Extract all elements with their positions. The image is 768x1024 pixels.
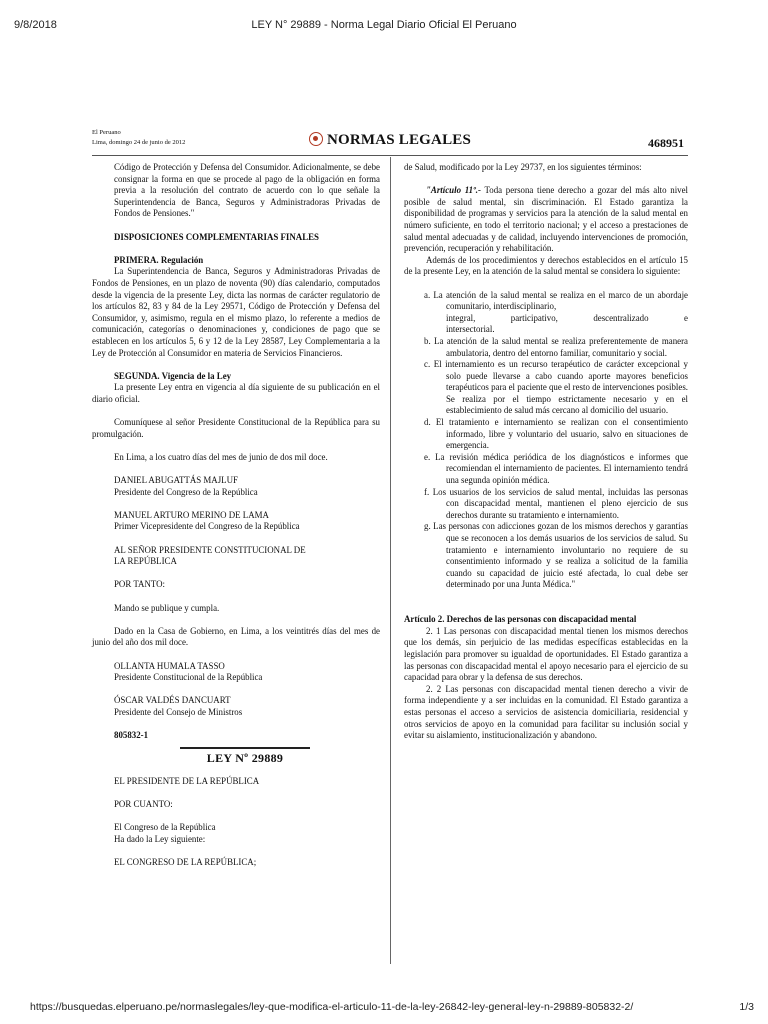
section-title (92, 132, 688, 149)
list-item: a. La atención de la salud mental se realiza en el marco de un abordaje comunitario, interdisciplinario, (424, 289, 688, 312)
list-item: c. El internamiento es un recurso terapéutico de carácter excepcional y solo puede llevarse a cabo cuando aporte mayores beneficios terapéuticos para el paciente que el resto de intervenciones posibles. Se realiza por el tiempo estrictamente necesario y en el establecimiento de salud más cercano al domicilio del usuario. (424, 359, 688, 416)
paragraph: El Congreso de la República (114, 822, 216, 833)
paragraph: Comuníquese al señor Presidente Constitucional de la República para su promulgación. (92, 417, 380, 439)
list-item: e. La revisión médica periódica de los diagnósticos e informes que recomiendan el internamiento de pacientes. El internamiento tendrá una segunda opinión médica. (424, 451, 688, 486)
seal-icon (309, 132, 323, 146)
paragraph: 2. 1 Las personas con discapacidad mental tienen los mismos derechos que los demás, sin perjuicio de las medidas específicas establecidas en la legislación para promover su igualdad de oportunidades. El Estado garantiza a las personas con discapacidad mental el apoyo necesario para el ejercicio de su capacidad para obrar y la defensa de sus derechos. (404, 625, 688, 683)
list-item: d. El tratamiento e internamiento se realizan con el consentimiento informado, libre y voluntario del usuario, salvo en situaciones de emergencia. (424, 417, 688, 451)
law-title: LEY Nº 29889 (180, 747, 310, 765)
document-code: 805832-1 (114, 730, 149, 741)
word: e (684, 312, 688, 323)
paragraph: La Superintendencia de Banca, Seguros y Administradoras Privadas de Fondos de Pensiones, en un plazo de noventa (90) días calendario, computados desde la vigencia de la presente Ley, dicta las normas de carácter regulatorio de los artículos 82, 83 y 84 de la Ley 29571, Código de Protección y Defensa del Consumidor, y, asimismo, regula en el mismo plazo, lo referente a medios de comunicación, categorías o denominaciones y, condiciones de pago que se establecen en los artículos 5, 6 y 12 de la Ley 28587, Ley Complementaria a la Ley de Protección al Consumidor en materia de Servicios Financieros. (92, 266, 380, 358)
paragraph: POR CUANTO: (114, 799, 173, 810)
page-number: 468951 (648, 136, 684, 150)
article-11 (404, 185, 688, 255)
print-header (0, 0, 768, 40)
paragraph: Dado en la Casa de Gobierno, en Lima, a los veintitrés días del mes de junio del año dos mil doce. (92, 625, 380, 648)
paragraph: Ha dado la Ley siguiente: (114, 833, 206, 844)
word: participativo, (510, 312, 558, 323)
paragraph: EL CONGRESO DE LA REPÚBLICA; (114, 857, 257, 868)
por-tanto: POR TANTO: (114, 579, 165, 590)
right-column (404, 162, 688, 742)
signature-name: OLLANTA HUMALA TASSO (114, 660, 225, 671)
paragraph: La presente Ley entra en vigencia al día siguiente de su publicación en el diario oficial. (92, 382, 380, 404)
list-item: f. Los usuarios de los servicios de salud mental, incluidas las personas con discapacidad mental, mantienen el pleno ejercicio de sus derechos durante su tratamiento e internamiento. (424, 486, 688, 520)
section-label: NORMAS LEGALES (326, 132, 472, 148)
subheading: SEGUNDA. Vigencia de la Ley (114, 370, 232, 381)
signature-name: DANIEL ABUGATTÁS MAJLUF (114, 475, 238, 486)
list-item: g. Las personas con adicciones gozan de los mismos derechos y garantías que se reconocen a los demás usuarios de los servicios de salud. Su tratamiento e internamiento involuntario no requiere de su consentimiento informado y se realiza a solicitud de la familia cuando su capacidad de juicio esté afectada, lo cual debe ser determinado por una Junta Médica." (424, 521, 688, 590)
gazette-header (92, 128, 688, 154)
print-page-count: 1/3 (739, 1001, 754, 1013)
list-item: b. La atención de la salud mental se realiza preferentemente de manera ambulatoria, dentro del entorno familiar, comunitario y social. (424, 335, 688, 358)
print-footer (0, 996, 768, 1024)
paragraph: de Salud, modificado por la Ley 29737, en los siguientes términos: (404, 162, 642, 172)
paragraph: Además de los procedimientos y derechos establecidos en el artículo 15 de la presente Ley, en la atención de la salud mental se considera lo siguiente: (404, 254, 688, 277)
word: descentralizado (593, 312, 649, 323)
paragraph: En Lima, a los cuatro días del mes de junio de dos mil doce. (114, 451, 328, 462)
print-url: https://busquedas.elperuano.pe/normaslegales/ley-que-modifica-el-articulo-11-de-la-ley-26842-ley-general-ley-n-29889-805832-2/ (30, 1001, 634, 1013)
signature-name: ÓSCAR VALDÉS DANCUART (114, 695, 231, 706)
paragraph: Mando se publique y cumpla. (114, 602, 220, 613)
issue-date: Lima, domingo 24 de junio de 2012 (92, 139, 186, 146)
signature-role: Presidente Constitucional de la República (114, 672, 263, 683)
print-date: 9/8/2018 (14, 19, 57, 31)
header-rule (92, 155, 688, 156)
article-label: "Artículo 11º.- (426, 185, 481, 196)
print-page-title: LEY N° 29889 - Norma Legal Diario Oficial El Peruano (251, 19, 517, 31)
list-item-justified-line (404, 313, 688, 325)
signature-role: Presidente del Congreso de la República (114, 486, 258, 497)
column-divider (390, 157, 391, 964)
addressee: LA REPÚBLICA (114, 556, 177, 567)
subheading: PRIMERA. Regulación (114, 254, 204, 265)
paper-name: El Peruano (92, 129, 121, 136)
article-text: Toda persona tiene derecho a gozar del más alto nivel posible de salud mental, sin discriminación. El Estado garantiza la disponibilidad de programas y servicios para la atención de la salud mental en número suficiente, en todo el territorio nacional; y el acceso a prestaciones de salud mental adecuadas y de calidad, incluyendo intervenciones de promoción, prevención, recuperación y rehabilitación. (404, 185, 689, 254)
signature-role: Presidente del Consejo de Ministros (114, 706, 243, 717)
article-heading: Artículo 2. Derechos de las personas con discapacidad mental (404, 614, 637, 625)
addressee: AL SEÑOR PRESIDENTE CONSTITUCIONAL DE (114, 544, 306, 555)
paragraph: EL PRESIDENTE DE LA REPÚBLICA (114, 775, 260, 786)
word: integral, (446, 312, 476, 323)
signature-role: Primer Vicepresidente del Congreso de la República (114, 521, 300, 532)
left-column (92, 162, 380, 869)
list-item: intersectorial. (446, 324, 495, 335)
paragraph: 2. 2 Las personas con discapacidad mental tienen derecho a vivir de forma independiente y a ser incluidas en la comunidad. El Estado garantiza a estas personas el acceso a servicios de asistencia domiciliaria, residencial y otros servicios de apoyo en la comunidad para facilitar su inclusión social y evitar su aislamiento, institucionalización y abandono. (404, 683, 688, 741)
signature-name: MANUEL ARTURO MERINO DE LAMA (114, 509, 269, 520)
section-heading: DISPOSICIONES COMPLEMENTARIAS FINALES (114, 231, 319, 242)
paragraph: Código de Protección y Defensa del Consumidor. Adicionalmente, se debe consignar la forma en que se procede al pago de la obligación en forma previa a la resolución del contrato de acuerdo con lo que señale la Superintendencia de Banca, Seguros y Administradoras Privadas de Fondos de Pensiones." (114, 162, 380, 219)
